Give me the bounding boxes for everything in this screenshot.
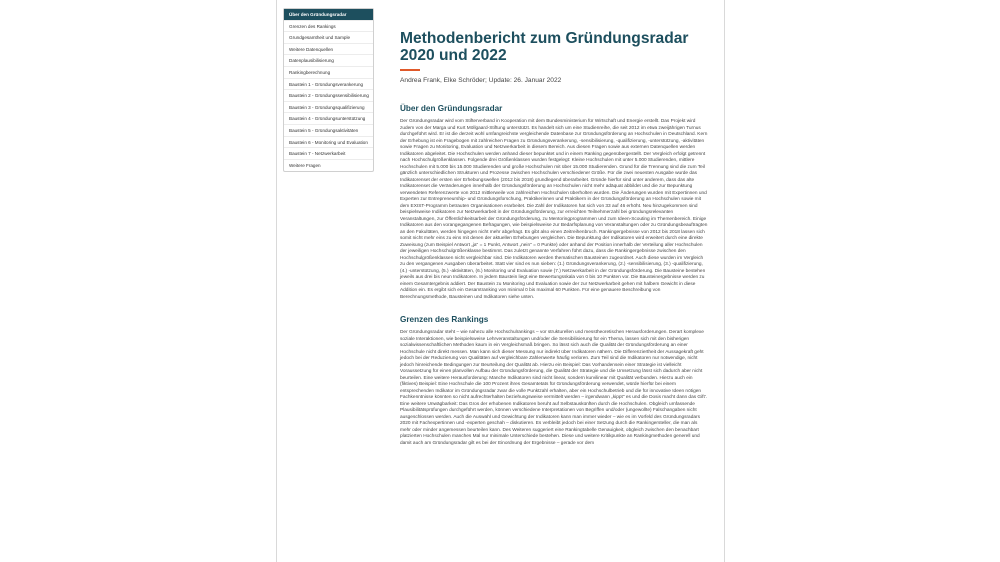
sidebar-item-11[interactable]: Baustein 6 - Monitoring und Evaluation — [284, 137, 373, 149]
sidebar-nav — [283, 8, 374, 172]
sidebar-item-6[interactable]: Baustein 1 - Gründungsverankerung — [284, 79, 373, 91]
sidebar-item-4[interactable]: Datenplausibilisierung — [284, 55, 373, 67]
sidebar-item-0[interactable]: Über den Gründungsradar — [284, 9, 373, 21]
section-heading-ueber: Über den Gründungsradar — [400, 104, 503, 113]
title-accent-rule — [400, 69, 420, 71]
sidebar-item-3[interactable]: Weitere Datenquellen — [284, 44, 373, 56]
sidebar-item-1[interactable]: Grenzen des Rankings — [284, 21, 373, 33]
main-content — [400, 30, 709, 461]
authors-line: Andrea Frank, Elke Schröder; Update: 26. Januar 2022 — [400, 77, 562, 84]
section-text-ueber: Der Gründungsradar wird vom Stifterverband in Kooperation mit dem Bundesministerium für Wirtschaft und Energie erstellt. Das Projekt wird zudem von der Marga und Kurt Möllgaard-Stiftung unterstützt. Es handelt sich um eine Studienreihe, die seit 2012 im etwa zweijährigen Turnus durchgeführt wird. Er ist die derzeit wohl umfangreichste vergleichende Datenbase zur Gründungsförderung an Hochschulen in Deutschland. Kern der Erhebung ist ein Fragebogen mit zahlreichen Fragen zu Gründungsverankerung, -sensibilisierung, -qualifizierung, -unterstützung, -aktivitäten sowie Fragen zu Monitoring, Evaluation und Netzwerkarbeit in diesem Bereich. Aus diesen Fragen sowie aus externen Datenquellen werden Indikatoren abgeleitet. Die Hochschulen werden anhand dieser bepunktet und in einem Ranking gegenübergestellt. Der Vergleich erfolgt getrennt nach Hochschulgrößenklassen. Folgende drei Größenklassen wurden festgelegt: Kleine Hochschulen mit unter 5.000 Studierenden, mittlere Hochschulen mit 5.000 bis 15.000 Studierenden und große Hochschulen mit über 15.000 Studierenden. Grund für die Trennung sind die zum Teil gänzlich unterschiedlichen Strukturen und Prozesse zwischen Hochschulen verschiedener Größe. Für die zwei neuesten Ausgabe wurde das Indikatorenset der ersten vier Erhebungswellen (2012 bis 2018) grundlegend überarbeitet. Gründe hierfür sind unter anderem, dass das alte Indikatorenset die Veränderungen innerhalb der Gründungsförderung an Hochschulen nicht mehr adäquat abbildet und die zur Bepunktung verwendeten Referenzwerte von 2012 mittlerweile von zahlreichen Hochschulen überholten wurden. Die Änderungen wurden mit Expertinnen und Experten zur Entrepreneurship- und Gründungsforschung, Praktikerinnen und Praktikern in der Gründungsförderung an Hochschulen sowie mit dem EXIST-Programm betrauten Organisationen erarbeitet. Die Zahl der Indikatoren hat sich von 33 auf 46 erhöht. Neu hinzugekommen sind beispielsweise Indikatoren zur Netzwerkarbeit in der Gründungsförderung, zur erreichten Teilnehmerzahl bei gründungsrelevanten Veranstaltungen, zur Öffentlichkeitsarbeit der Gründungsförderung, zu Mentoringprogrammen und zum Ideen-Scouting im Themenbereich. Einige Indikatoren aus den vorangegangenen Befragungen, wie beispielsweise zur Bedarfsplanung von Veranstaltungen oder zu Gründungsbeauftragten an den Fakultäten, werden hingegen nicht mehr abgefragt. Es gibt also einen Zeitreihenbruch. Rankingergebnisse von 2012 bis 2018 lassen sich somit nicht mehr eins zu eins mit denen der aktuellen Erhebungen vergleichen. Die Bepunktung der Indikatoren wird erweitert durch eine direkte Zuweisung (zum Beispiel Antwort „ja" = 1 Punkt, Antwort „nein" = 0 Punkte) oder anhand der Position innerhalb der Verteilung aller Hochschulen der jeweiligen Hochschulgrößenklasse bestimmt. Das zuletzt genannte Verfahren führt dazu, dass die Rankingergebnisse zwischen den Hochschulgrößenklassen nicht vergleichbar sind. Die Indikatoren werden thematischen Bausteinen zugeordnet. Auch diese wurden im Vergleich zu den vergangenen Ausgaben überarbeitet. Statt vier sind es nun sieben: (1.) Gründungsverankerung, (2.) -sensibilisierung, (3.) -qualifizierung, (4.) -unterstützung, (5.) -aktivitäten, (6.) Monitoring und Evaluation sowie (7.) Netzwerkarbeit in der Gründungsförderung. Die Bausteine bestehen jeweils aus drei bis neun Indikatoren. In jedem Baustein liegt eine Bewertungsskala von 0 bis 10 Punkten vor. Die Bausteinergebnisse werden zu einem Gesamtergebnis addiert. Der Baustein zu Monitoring und Evaluation sowie der zur Netzwerkarbeit gehen mit halbem Gewicht in diese Addition ein. Es ergibt sich ein Gesamtranking von minimal 0 bis maximal 60 Punkten. Für eine genauere Beschreibung von Berechnungsmethode, Bausteinen und Indikatoren siehe unten. — [400, 119, 708, 300]
sidebar-item-2[interactable]: Grundgesamtheit und Sample — [284, 32, 373, 44]
page-title — [400, 30, 709, 64]
sidebar-item-10[interactable]: Baustein 5 - Gründungsaktivitäten — [284, 125, 373, 137]
page-title-line2: 2020 und 2022 — [400, 47, 507, 64]
sidebar-item-5[interactable]: Rankingberechnung — [284, 67, 373, 79]
section-text-grenzen: Der Gründungsradar steht – wie nahezu alle Hochschulrankings – vor strukturellen und messtheoretischen Herausforderungen. Derart komplexe soziale Interaktionen, wie beispielsweise Lehrveranstaltungen und/oder die Sensibilisierung für ein Thema, lassen sich mit den bisherigen sozialwissenschaftlichen Methoden kaum in ein Vergleichsmaß bringen. So lässt sich auch die Qualität der Gründungsförderung an einer Hochschule nicht direkt messen. Man kann sich dieser Messung nur indirekt über Indikatoren nähern. Die Differenziertheit der Aussagekraft geht jedoch bei der Reduzierung von Qualitäten auf vergleichbare Zahlenwerte häufig verloren. Zum Teil sind die Indikatoren nur notwendige, nicht jedoch hinreichende Bedingungen zur Beurteilung der Qualität ab. Hierzu ein Beispiel: Das Vorhandensein einer Strategie ist vielleicht Voraussetzung für einen planvollen Aufbau der Gründungsförderung, die Qualität der Strategie und die Umsetzung lässt sich dadurch aber nicht beurteilen. Eine weitere Herausforderung: Manche Indikatoren sind nicht linear, sondern kurvilinear mit Qualität verbunden. Hierzu auch ein (fiktives) Beispiel: Eine Hochschule die 100 Prozent ihres Gesamtetats für Gründungsförderung verwendet, würde hierfür bei einem entsprechenden Indikator im Gründungsradar zwar die volle Punktzahl erhalten, aber ein Hochschulbetrieb und die für innovative Ideen nötigen Fachkenntnisse könnten so nicht aufrechterhalten beziehungsweise vermittelt werden – irgendwann „kippt" es und die Dosis macht dann das Gift'. Eine weitere Unwägbarkeit: Das Gros der erhobenen Indikatoren beruht auf Selbstauskünften durch die Hochschulen. Obgleich umfassende Plausibilitätsprüfungen durchgeführt werden, können verschiedene Interpretationen von Begriffen und/oder (ungewollte) Falschangaben nicht ausgeschlossen werden. Auch die Auswahl und Gewichtung der Indikatoren kann man immer wieder – wie es im Vorfeld des Gründungsradars 2020 mit Fachexpertinnen und -experten geschah – diskutieren. Es verbleibt jedoch bei einer Setzung durch die Rankingersteller, die man als mehr oder minder angemessen beurteilen kann. Des Weiteren suggeriert eine Rankingtabelle Genauigkeit, obgleich zwischen den benachbart platzierten Hochschulen manches Mal nur minimale Unterschiede bestehen. Diese und weitere Kritikpunkte an Rankingmethoden generell und damit auch am Gründungsradar gilt es bei der Einordnung der Ergebnisse – gerade vor dem — [400, 330, 708, 446]
sidebar-item-8[interactable]: Baustein 3 - Gründungsqualifizierung — [284, 102, 373, 114]
sidebar-item-7[interactable]: Baustein 2 - Gründungssensibilisierung — [284, 90, 373, 102]
sidebar-item-13[interactable]: Weitere Fragen — [289, 162, 321, 168]
sidebar-item-9[interactable]: Baustein 4 - Gründungsunterstützung — [284, 113, 373, 125]
page-title-line1: Methodenbericht zum Gründungsradar — [400, 30, 689, 47]
section-heading-grenzen: Grenzen des Rankings — [400, 315, 489, 324]
sidebar-item-12[interactable]: Baustein 7 - Netzwerkarbeit — [284, 148, 373, 160]
